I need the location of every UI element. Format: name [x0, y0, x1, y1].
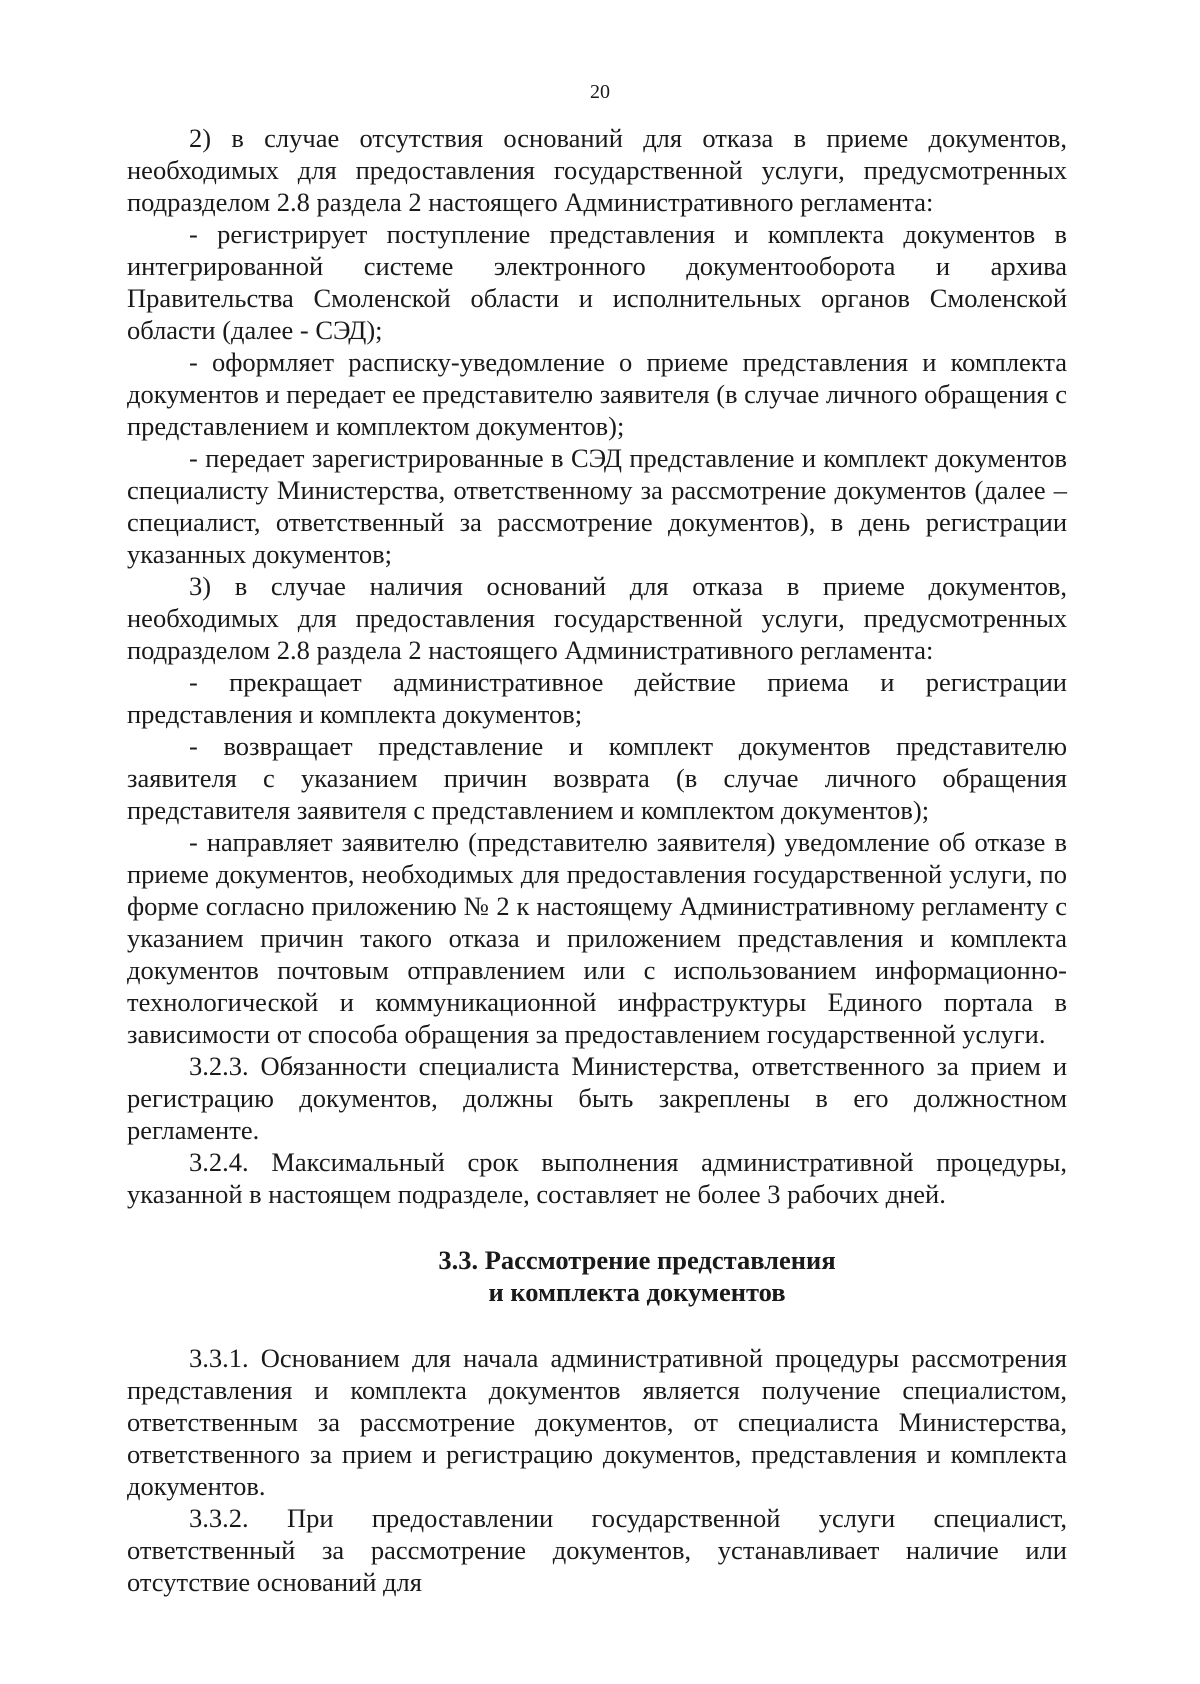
paragraph-item-2-no-grounds: 2) в случае отсутствия оснований для отказа в приеме документов, необходимых для предоставления государственной услуги, предусмотренных подразделом 2.8 раздела 2 настоящего Административного регламента:: [127, 123, 1067, 217]
paragraph-returns: - возвращает представление и комплект документов представителю заявителя с указанием причин возврата (в случае личного обращения представителя заявителя с представлением и комплектом документов);: [127, 731, 1067, 825]
paragraph-issues-receipt: - оформляет расписку-уведомление о приеме представления и комплекта документов и передает ее представителю заявителя (в случае личного обращения с представлением и комплектом документов);: [127, 347, 1067, 441]
paragraph-3-2-4: 3.2.4. Максимальный срок выполнения административной процедуры, указанной в настоящем подразделе, составляет не более 3 рабочих дней.: [127, 1147, 1067, 1209]
document-body: [127, 122, 1067, 1598]
spacer: [127, 1210, 1067, 1244]
paragraph-3-3-2: 3.3.2. При предоставлении государственной услуги специалист, ответственный за рассмотрение документов, устанавливает наличие или отсутствие оснований для: [127, 1503, 1067, 1597]
section-heading-line-1: 3.3. Рассмотрение представления: [438, 1245, 836, 1275]
paragraph-terminates: - прекращает административное действие приема и регистрации представления и комплекта документов;: [127, 667, 1067, 729]
section-heading-line-2: и комплекта документов: [488, 1277, 786, 1307]
paragraph-3-3-1: 3.3.1. Основанием для начала административной процедуры рассмотрения представления и комплекта документов является получение специалистом, ответственным за рассмотрение документов, от специалиста Министерства, ответственного за прием и регистрацию документов, представления и комплекта документов.: [127, 1343, 1067, 1501]
section-heading-3-3: [127, 1244, 1067, 1308]
paragraph-3-2-3: 3.2.3. Обязанности специалиста Министерства, ответственного за прием и регистрацию документов, должны быть закреплены в его должностном регламенте.: [127, 1051, 1067, 1145]
paragraph-item-3-grounds: 3) в случае наличия оснований для отказа в приеме документов, необходимых для предоставления государственной услуги, предусмотренных подразделом 2.8 раздела 2 настоящего Административного регламента:: [127, 571, 1067, 665]
paragraph-transfers-documents: - передает зарегистрированные в СЭД представление и комплект документов специалисту Министерства, ответственному за рассмотрение документов (далее – специалист, ответственный за рассмотрение документов), в день регистрации указанных документов;: [127, 443, 1067, 569]
page-number: 20: [590, 81, 610, 103]
spacer: [127, 1308, 1067, 1342]
paragraph-registers: - регистрирует поступление представления и комплекта документов в интегрированной системе электронного документооборота и архива Правительства Смоленской области и исполнительных органов Смоленской области (далее - СЭД);: [127, 219, 1067, 345]
paragraph-sends-notice: - направляет заявителю (представителю заявителя) уведомление об отказе в приеме документов, необходимых для предоставления государственной услуги, по форме согласно приложению № 2 к настоящему Административному регламенту с указанием причин такого отказа и приложением представления и комплекта документов почтовым отправлением или с использованием информационно-технологической и коммуникационной инфраструктуры Единого портала в зависимости от способа обращения за предоставлением государственной услуги.: [127, 827, 1067, 1049]
